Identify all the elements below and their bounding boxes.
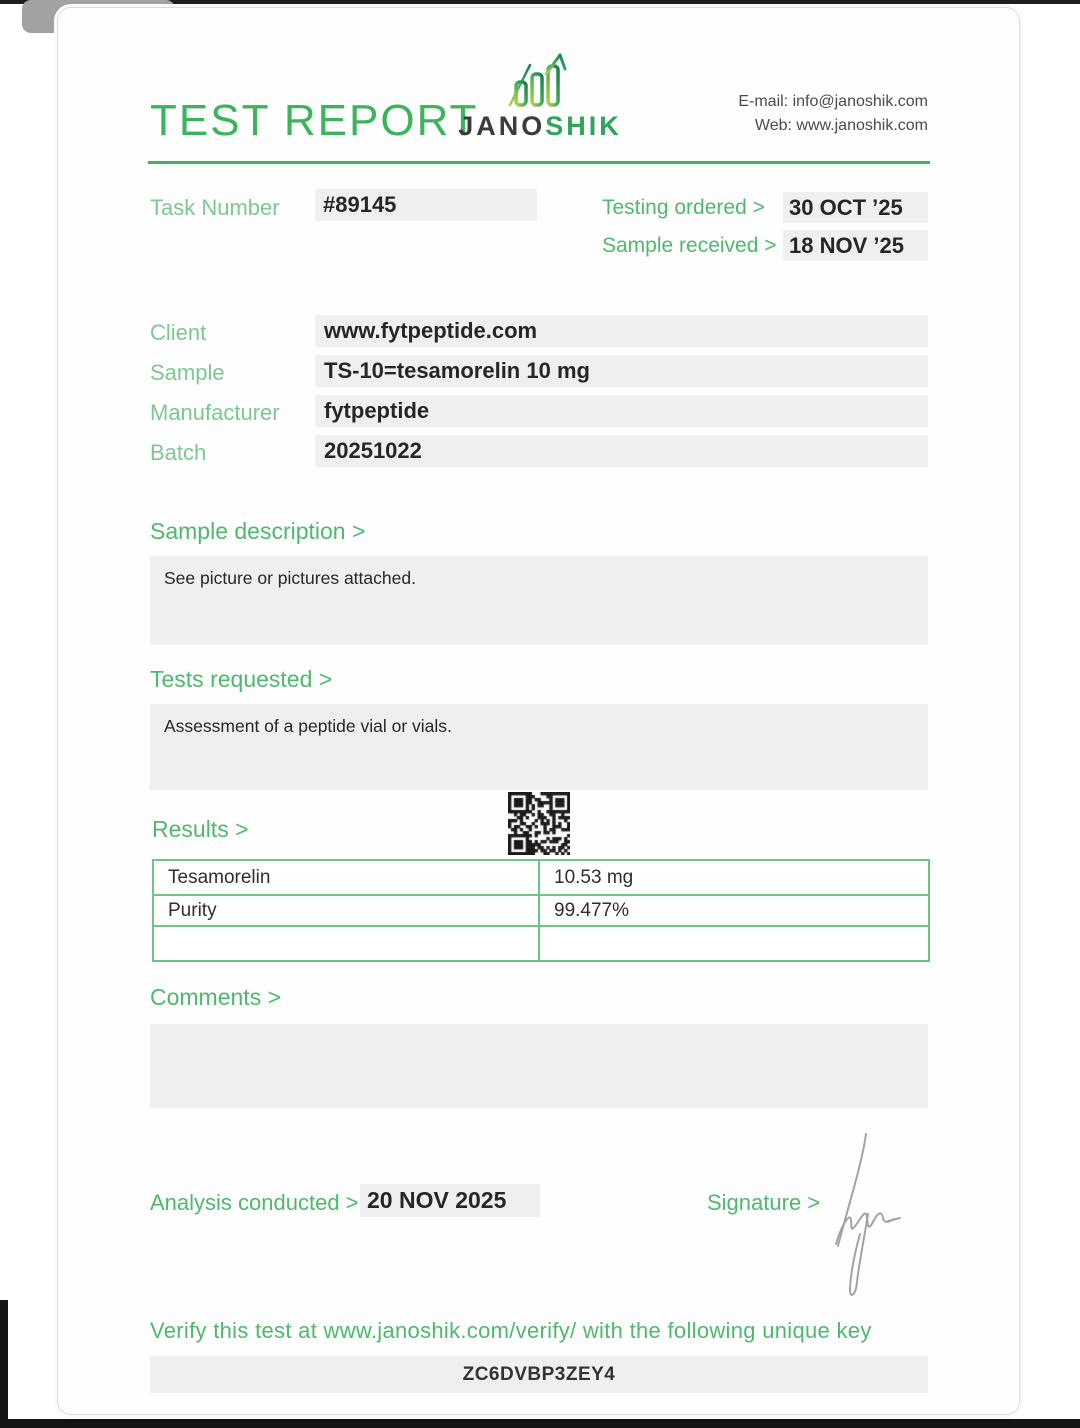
header-divider [148, 161, 930, 164]
result-name-cell: Tesamorelin [154, 861, 540, 894]
results-table [152, 859, 930, 962]
sample-description-heading: Sample description > [150, 518, 366, 544]
manufacturer-value: fytpeptide [315, 395, 928, 427]
tests-requested-box [150, 704, 928, 790]
result-value-cell: 10.53 mg [554, 866, 634, 888]
page-title: TEST REPORT [150, 96, 479, 145]
web-value: www.janoshik.com [796, 117, 928, 134]
testing-ordered-value: 30 OCT ’25 [783, 192, 928, 223]
sample-value: TS-10=tesamorelin 10 mg [315, 355, 928, 387]
screen-bottom-left-edge [0, 1300, 8, 1428]
analysis-conducted-value: 20 NOV 2025 [360, 1184, 540, 1217]
verification-qr-code [508, 792, 570, 855]
unique-key: ZC6DVBP3ZEY4 [150, 1356, 928, 1393]
result-name-cell: Purity [154, 896, 540, 925]
client-value: www.fytpeptide.com [315, 315, 928, 347]
task-number-label: Task Number [150, 195, 280, 220]
comments-box [150, 1024, 928, 1108]
brand-name [455, 111, 625, 142]
result-name-cell [154, 927, 540, 960]
email-label: E-mail: [738, 93, 789, 110]
batch-label: Batch [150, 440, 207, 465]
manufacturer-label: Manufacturer [150, 400, 280, 425]
email-value: info@janoshik.com [792, 93, 928, 110]
client-label: Client [150, 320, 207, 345]
table-row [154, 896, 928, 927]
task-number-value: #89145 [315, 189, 537, 221]
table-row [154, 861, 928, 896]
result-value-cell: 99.477% [554, 899, 630, 921]
contact-block [738, 90, 928, 138]
contact-web-line [738, 114, 928, 138]
analysis-conducted-label: Analysis conducted > [150, 1190, 359, 1215]
signature-image [816, 1124, 908, 1302]
comments-heading: Comments > [150, 984, 282, 1010]
testing-ordered-label: Testing ordered > [602, 196, 765, 219]
brand-name-green: SHIK [545, 111, 622, 141]
sample-description-box [150, 556, 928, 645]
sample-received-value: 18 NOV ’25 [783, 230, 928, 261]
brand-name-dark: JANO [458, 111, 546, 141]
result-value-cell [540, 927, 928, 960]
sample-label: Sample [150, 360, 225, 385]
verify-instruction: Verify this test at www.janoshik.com/verify/ with the following unique key [150, 1318, 872, 1343]
contact-email-line [738, 90, 928, 114]
results-heading: Results > [152, 816, 249, 842]
table-row [154, 927, 928, 960]
tests-requested-text: Assessment of a peptide vial or vials. [164, 716, 452, 736]
sample-description-text: See picture or pictures attached. [164, 568, 416, 588]
screen-bottom-edge [0, 1419, 1080, 1428]
bar-chart-growth-icon [503, 52, 579, 110]
signature-label: Signature > [707, 1190, 821, 1215]
sample-received-label: Sample received > [602, 234, 777, 257]
tests-requested-heading: Tests requested > [150, 666, 333, 692]
web-label: Web: [754, 117, 792, 134]
batch-value: 20251022 [315, 435, 928, 467]
